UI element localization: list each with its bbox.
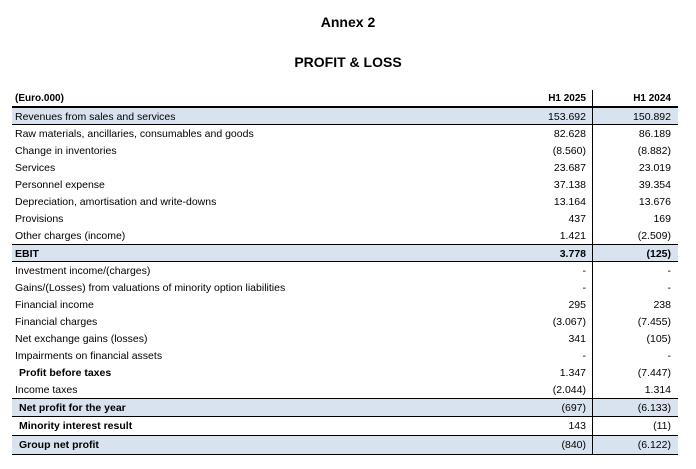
value-h1-2025: 153.692 xyxy=(548,111,586,123)
row-ebit xyxy=(12,244,678,262)
value-h1-2025: (2.044) xyxy=(552,384,586,396)
value-h1-2024: 23.019 xyxy=(638,162,671,174)
column-divider xyxy=(592,90,593,455)
table-header-row xyxy=(12,90,678,107)
row-net-profit xyxy=(12,398,678,417)
value-h1-2024: - xyxy=(667,265,671,277)
row-label: Depreciation, amortisation and write-downs xyxy=(15,196,217,208)
row-label: Personnel expense xyxy=(15,179,105,191)
row-investment-income xyxy=(12,262,678,279)
row-label: Change in inventories xyxy=(15,145,117,157)
row-label: Provisions xyxy=(15,213,64,225)
value-h1-2025: 23.687 xyxy=(553,162,586,174)
row-label: Profit before taxes xyxy=(19,367,112,379)
column-header-h1-2024: H1 2024 xyxy=(633,93,671,104)
row-impairments xyxy=(12,347,678,364)
value-h1-2024: (7.455) xyxy=(637,316,671,328)
value-h1-2024: (125) xyxy=(646,248,671,260)
row-label: Financial charges xyxy=(15,316,98,328)
row-group-net-profit xyxy=(12,436,678,455)
row-label: Income taxes xyxy=(15,384,78,396)
value-h1-2025: 1.421 xyxy=(559,230,586,242)
row-label: Net profit for the year xyxy=(19,402,126,414)
column-header-h1-2025: H1 2025 xyxy=(548,93,586,104)
row-label: EBIT xyxy=(15,248,39,260)
value-h1-2024: (7.447) xyxy=(637,367,671,379)
value-h1-2024: - xyxy=(667,282,671,294)
row-provisions xyxy=(12,210,678,227)
value-h1-2024: 238 xyxy=(653,299,671,311)
value-h1-2024: (6.133) xyxy=(637,402,671,414)
annex-label: Annex 2 xyxy=(320,14,376,30)
value-h1-2025: (8.560) xyxy=(552,145,586,157)
row-label: Net exchange gains (losses) xyxy=(15,333,148,345)
row-minority-interest xyxy=(12,417,678,436)
value-h1-2025: 13.164 xyxy=(553,196,586,208)
value-h1-2024: (6.122) xyxy=(637,439,671,451)
row-revenues xyxy=(12,107,678,125)
row-profit-before-taxes xyxy=(12,364,678,381)
row-net-exchange xyxy=(12,330,678,347)
profit-loss-table xyxy=(12,90,678,455)
row-label: Group net profit xyxy=(19,439,99,451)
value-h1-2024: 13.676 xyxy=(638,196,671,208)
value-h1-2024: - xyxy=(667,350,671,362)
row-label: Revenues from sales and services xyxy=(15,111,176,123)
row-services xyxy=(12,159,678,176)
value-h1-2025: (3.067) xyxy=(552,316,586,328)
value-h1-2025: - xyxy=(582,350,586,362)
row-label: Raw materials, ancillaries, consumables and goods xyxy=(15,128,254,140)
row-financial-income xyxy=(12,296,678,313)
value-h1-2025: 437 xyxy=(568,213,586,225)
value-h1-2025: 37.138 xyxy=(553,179,586,191)
row-label: Other charges (income) xyxy=(15,230,126,242)
value-h1-2024: 169 xyxy=(653,213,671,225)
row-minority-option-gains xyxy=(12,279,678,296)
value-h1-2025: 82.628 xyxy=(553,128,586,140)
row-label: Investment income/(charges) xyxy=(15,265,151,277)
value-h1-2025: - xyxy=(582,265,586,277)
value-h1-2024: 1.314 xyxy=(644,384,671,396)
row-financial-charges xyxy=(12,313,678,330)
value-h1-2024: 150.892 xyxy=(633,111,671,123)
row-label: Impairments on financial assets xyxy=(15,350,163,362)
value-h1-2025: - xyxy=(582,282,586,294)
row-personnel-expense xyxy=(12,176,678,193)
row-other-charges xyxy=(12,227,678,244)
value-h1-2025: 3.778 xyxy=(559,248,586,260)
value-h1-2025: 1.347 xyxy=(559,367,586,379)
value-h1-2024: (105) xyxy=(646,333,671,345)
value-h1-2024: 86.189 xyxy=(638,128,671,140)
value-h1-2025: (697) xyxy=(561,402,586,414)
row-raw-materials xyxy=(12,125,678,142)
row-label: Financial income xyxy=(15,299,94,311)
value-h1-2025: 143 xyxy=(568,420,586,432)
row-income-taxes xyxy=(12,381,678,398)
row-label: Services xyxy=(15,162,56,174)
value-h1-2024: (11) xyxy=(653,420,671,432)
page-title: PROFIT & LOSS xyxy=(294,54,402,70)
value-h1-2025: 295 xyxy=(568,299,586,311)
value-h1-2025: 341 xyxy=(568,333,586,345)
value-h1-2024: (2.509) xyxy=(637,230,671,242)
value-h1-2024: 39.354 xyxy=(638,179,671,191)
value-h1-2024: (8.882) xyxy=(637,145,671,157)
row-label: Minority interest result xyxy=(19,420,133,432)
row-change-in-inventories xyxy=(12,142,678,159)
value-h1-2025: (840) xyxy=(561,439,586,451)
row-depreciation xyxy=(12,193,678,210)
unit-label: (Euro.000) xyxy=(15,93,64,104)
row-label: Gains/(Losses) from valuations of minority option liabilities xyxy=(15,282,286,294)
